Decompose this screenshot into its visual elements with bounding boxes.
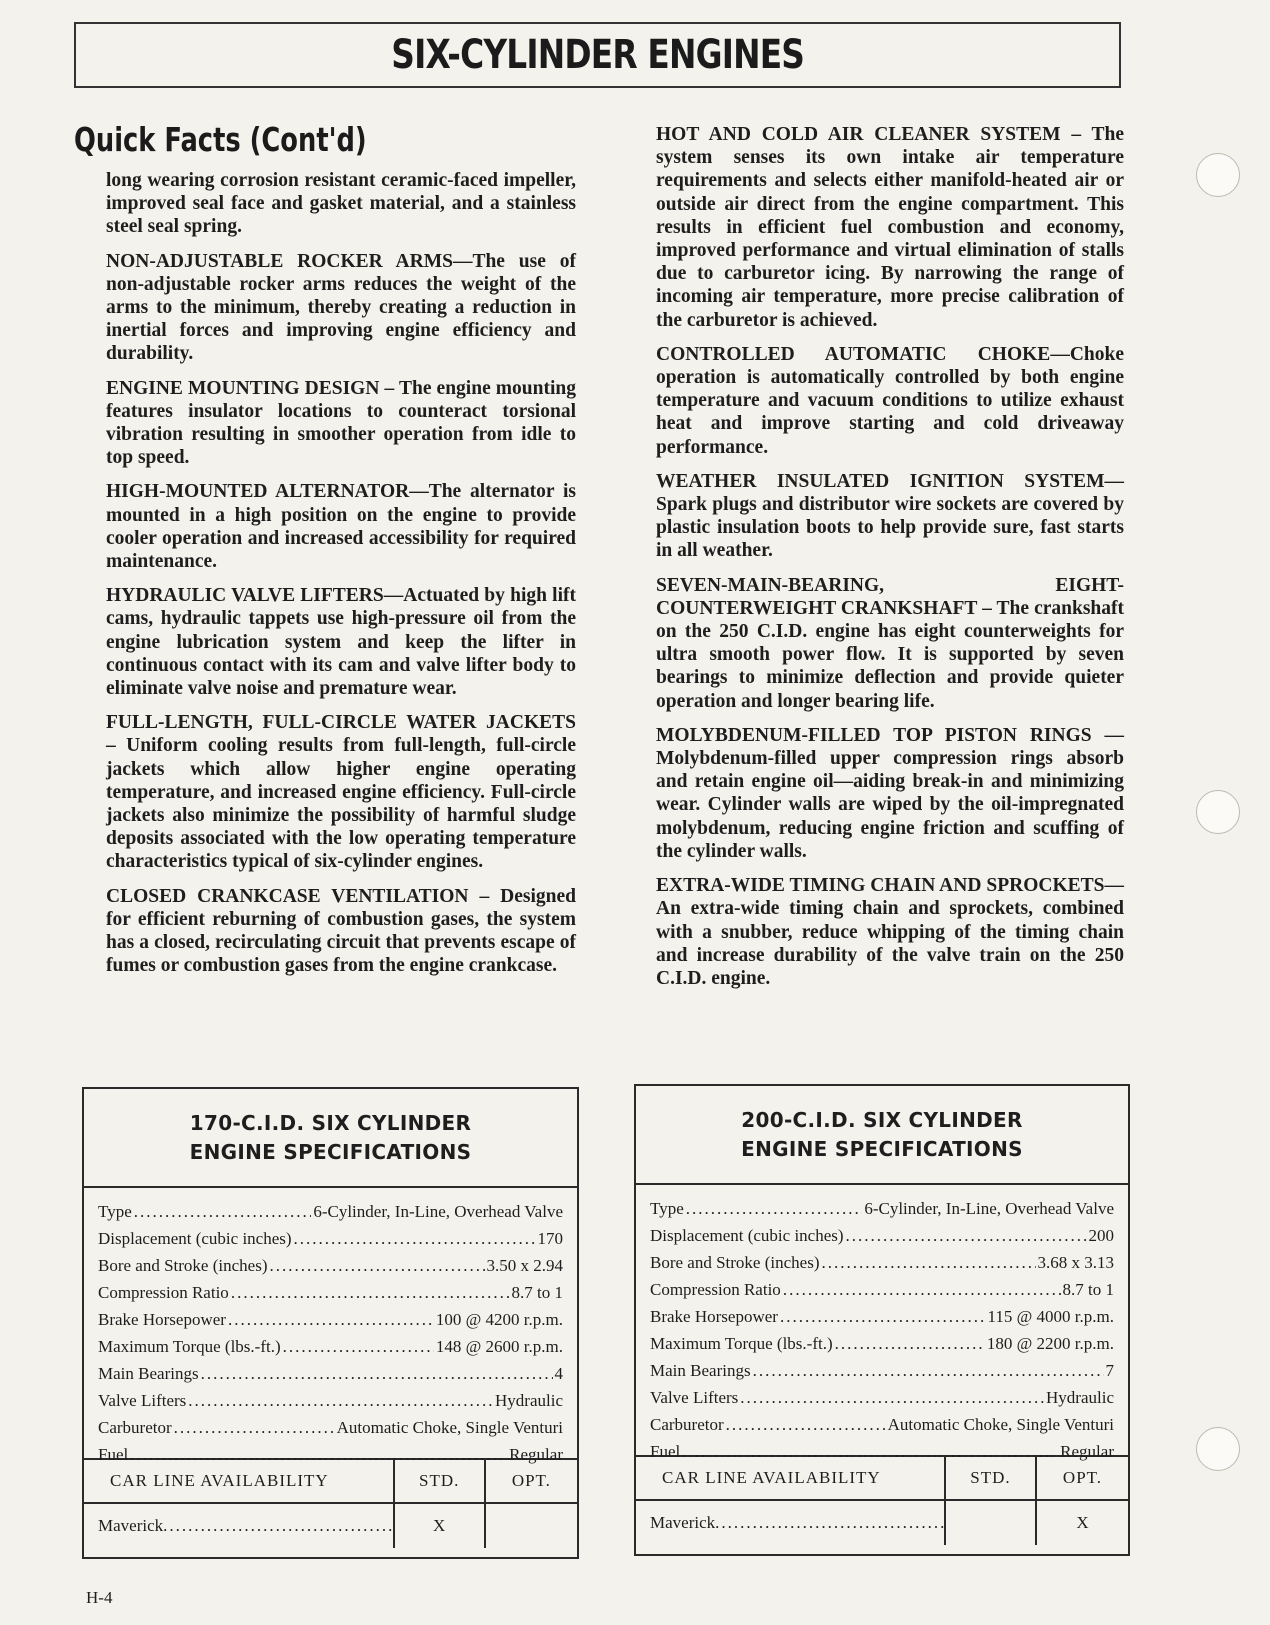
spec-value: Automatic Choke, Single Venturi	[887, 1415, 1114, 1434]
paragraph-body: – The engine mounting features insulator locations to counteract torsional vibration resulting in smoother operation from idle to top speed.	[106, 377, 576, 469]
spec-row	[650, 1303, 1114, 1330]
spec-box-170	[82, 1087, 579, 1559]
spec-row	[650, 1276, 1114, 1303]
spec-row	[98, 1198, 563, 1225]
car-line-cell	[84, 1504, 395, 1548]
right-column	[656, 123, 1124, 1001]
paragraph-body: long wearing corrosion resistant ceramic-faced impeller, improved seal face and gasket material, and a stainless steel seal spring.	[106, 170, 576, 238]
spec-value: 7	[1105, 1361, 1114, 1380]
left-column	[106, 169, 576, 989]
paragraph-heading: FULL-LENGTH, FULL-CIRCLE WATER JACKETS	[106, 712, 576, 734]
title-box	[74, 22, 1121, 88]
paragraph	[106, 169, 576, 239]
spec-value: 115 @ 4000 r.p.m.	[987, 1307, 1114, 1326]
spec-row	[650, 1384, 1114, 1411]
car-line-name: Maverick	[650, 1513, 716, 1532]
paragraph-body: – Uniform cooling results from full-length, full-circle jackets which allow higher engine operating temperature, and increased engine efficiency. Full-circle jackets also minimize the possibility of harmful sludge deposits associated with the low operating temperature characteristics typical of six-cylinder engines.	[106, 735, 576, 873]
paragraph	[656, 470, 1124, 563]
paragraph-heading: NON-ADJUSTABLE ROCKER ARMS	[106, 250, 453, 272]
spec-label: Brake Horsepower	[98, 1310, 226, 1329]
availability-header: CAR LINE AVAILABILITY	[636, 1457, 946, 1501]
spec-title-line1: 170-C.I.D. SIX CYLINDER	[189, 1110, 472, 1135]
spec-value: 6-Cylinder, In-Line, Overhead Valve	[864, 1199, 1114, 1218]
spec-label: Carburetor	[650, 1415, 724, 1434]
paragraph-body: —The alternator is mounted in a high position on the engine to provide cooler operation and increased accessibility for required maintenance.	[106, 481, 576, 573]
spec-label: Main Bearings	[98, 1364, 199, 1383]
spec-label: Maximum Torque (lbs.-ft.)	[650, 1334, 833, 1353]
paragraph	[656, 123, 1124, 332]
spec-label: Bore and Stroke (inches)	[98, 1256, 268, 1275]
spec-row	[650, 1249, 1114, 1276]
binder-hole-icon	[1196, 790, 1240, 834]
paragraph-heading: WEATHER INSULATED IGNITION SYSTEM	[656, 470, 1105, 492]
opt-cell: X	[1076, 1513, 1089, 1532]
spec-label: Bore and Stroke (inches)	[650, 1253, 820, 1272]
spec-title	[84, 1089, 577, 1188]
spec-value: Regular	[1060, 1442, 1114, 1461]
spec-row	[98, 1414, 563, 1441]
paragraph	[656, 343, 1124, 459]
section-heading: Quick Facts (Cont'd)	[74, 120, 367, 159]
paragraph-body: —Actuated by high lift cams, hydraulic tappets use high-pressure oil from the engine lubrication system and keep the lifter in continuous contact with its cam and valve lifter body to eliminate valve noise and premature wear.	[106, 585, 576, 700]
paragraph-heading: MOLYBDENUM-FILLED TOP PISTON RINGS	[656, 724, 1092, 746]
spec-value: 3.68 x 3.13	[1037, 1253, 1114, 1272]
paragraph	[106, 584, 576, 700]
availability-table	[636, 1457, 1128, 1545]
std-cell	[946, 1501, 1037, 1545]
paragraph	[106, 377, 576, 470]
paragraph-body: – Designed for efficient reburning of combustion gases, the system has a closed, recirculating circuit that prevents escape of fumes or combustion gases from the engine crankcase.	[106, 885, 577, 977]
spec-value: 100 @ 4200 r.p.m.	[435, 1310, 563, 1329]
spec-label: Valve Lifters	[650, 1388, 739, 1407]
std-header: STD.	[395, 1460, 486, 1504]
paragraph-body: —Spark plugs and distributor wire sockets are covered by plastic insulation boots to help provide sure, fast starts in all weather.	[656, 470, 1124, 562]
opt-cell	[486, 1504, 577, 1548]
availability-table	[84, 1460, 577, 1548]
spec-value: 200	[1088, 1226, 1114, 1245]
paragraph	[106, 250, 576, 366]
spec-label: Main Bearings	[650, 1361, 751, 1380]
paragraph-body: —An extra-wide timing chain and sprockets, combined with a snubber, reduce whipping of the timing chain and increase durability of the valve train on the 250 C.I.D. engine.	[656, 875, 1124, 989]
spec-row	[98, 1387, 563, 1414]
spec-title-line2: ENGINE SPECIFICATIONS	[189, 1139, 472, 1164]
paragraph-body: – The crankshaft on the 250 C.I.D. engine has eight counterweights for ultra smooth power flow. It is supported by seven bearings to minimize deflection and provide quieter operation and longer bearing life.	[656, 597, 1124, 712]
spec-row	[650, 1357, 1114, 1384]
paragraph-heading: EXTRA-WIDE TIMING CHAIN AND SPROCKETS	[656, 875, 1105, 897]
spec-value: 170	[537, 1229, 563, 1248]
spec-value: 6-Cylinder, In-Line, Overhead Valve	[313, 1202, 563, 1221]
spec-label: Brake Horsepower	[650, 1307, 778, 1326]
spec-value: Hydraulic	[1046, 1388, 1114, 1407]
paragraph-heading: HOT AND COLD AIR CLEANER SYSTEM	[656, 124, 1061, 145]
car-line-cell	[636, 1501, 946, 1545]
opt-header: OPT.	[1037, 1457, 1128, 1501]
spec-box-200	[634, 1084, 1130, 1556]
spec-title-line1: 200-C.I.D. SIX CYLINDER	[741, 1107, 1023, 1132]
spec-value: Automatic Choke, Single Venturi	[336, 1418, 563, 1437]
paragraph-heading: ENGINE MOUNTING DESIGN	[106, 377, 380, 399]
spec-row	[98, 1252, 563, 1279]
spec-label: Carburetor	[98, 1418, 172, 1437]
paragraph-body: —Molybdenum-filled upper compression rings absorb and retain engine oil—aiding break-in and minimizing wear. Cylinder walls are wiped by the oil-impregnated molybdenum, reducing engine friction and scuffing of the cylinder walls.	[656, 724, 1125, 862]
spec-title	[636, 1086, 1128, 1185]
spec-row	[98, 1279, 563, 1306]
spec-row	[650, 1195, 1114, 1222]
opt-header: OPT.	[486, 1460, 577, 1504]
paragraph	[106, 711, 576, 873]
paragraph-heading: SEVEN-MAIN-BEARING, EIGHT-COUNTERWEIGHT CRANKSHAFT	[656, 574, 1124, 619]
spec-label: Valve Lifters	[98, 1391, 187, 1410]
paragraph-heading: CLOSED CRANKCASE VENTILATION	[106, 885, 469, 907]
spec-label: Type	[650, 1199, 684, 1218]
spec-value: 8.7 to 1	[1062, 1280, 1114, 1299]
spec-label: Type	[98, 1202, 132, 1221]
paragraph-body: —Choke operation is automatically controlled by both engine temperature and vacuum conditions to utilize exhaust heat and improve starting and cold driveaway performance.	[656, 343, 1124, 458]
spec-rows	[84, 1188, 577, 1464]
paragraph	[106, 480, 576, 573]
page-title: SIX-CYLINDER ENGINES	[391, 32, 804, 78]
spec-row	[650, 1330, 1114, 1357]
spec-rows	[636, 1185, 1128, 1461]
spec-label: Displacement (cubic inches)	[650, 1226, 844, 1245]
paragraph	[106, 885, 576, 978]
binder-hole-icon	[1196, 153, 1240, 197]
paragraph	[656, 574, 1124, 713]
paragraph-heading: HYDRAULIC VALVE LIFTERS	[106, 585, 384, 607]
spec-title-line2: ENGINE SPECIFICATIONS	[741, 1136, 1023, 1161]
spec-value: 3.50 x 2.94	[486, 1256, 563, 1275]
spec-label: Displacement (cubic inches)	[98, 1229, 292, 1248]
spec-value: 4	[554, 1364, 563, 1383]
car-line-name: Maverick	[98, 1516, 164, 1535]
spec-row	[650, 1411, 1114, 1438]
spec-label: Fuel	[98, 1445, 129, 1464]
std-cell: X	[395, 1504, 486, 1548]
paragraph-body: – The system senses its own intake air temperature requirements and selects either manifold-heated air or outside air direct from the engine compartment. This results in efficient fuel combustion and economy, improved performance and virtual elimination of stalls due to carburetor icing. By narrowing the range of incoming air temperature, more precise calibration of the carburetor is achieved.	[656, 124, 1125, 331]
page-number: H-4	[86, 1588, 113, 1607]
spec-label: Fuel	[650, 1442, 681, 1461]
spec-label: Compression Ratio	[650, 1280, 781, 1299]
spec-label: Maximum Torque (lbs.-ft.)	[98, 1337, 281, 1356]
paragraph-body: —The use of non-adjustable rocker arms reduces the weight of the arms to the minimum, thereby creating a reduction in inertial forces and improving engine efficiency and durability.	[106, 250, 576, 365]
spec-row	[98, 1333, 563, 1360]
spec-value: 8.7 to 1	[511, 1283, 563, 1302]
spec-value: Hydraulic	[495, 1391, 563, 1410]
paragraph	[656, 724, 1124, 863]
paragraph-heading: HIGH-MOUNTED ALTERNATOR	[106, 481, 410, 503]
std-header: STD.	[946, 1457, 1037, 1501]
paragraph	[656, 874, 1124, 990]
availability-header: CAR LINE AVAILABILITY	[84, 1460, 395, 1504]
spec-row	[98, 1306, 563, 1333]
spec-value: 148 @ 2600 r.p.m.	[435, 1337, 563, 1356]
binder-hole-icon	[1196, 1427, 1240, 1471]
spec-value: Regular	[509, 1445, 563, 1464]
spec-row	[98, 1225, 563, 1252]
spec-label: Compression Ratio	[98, 1283, 229, 1302]
spec-row	[98, 1360, 563, 1387]
spec-row	[650, 1222, 1114, 1249]
spec-value: 180 @ 2200 r.p.m.	[986, 1334, 1114, 1353]
paragraph-heading: CONTROLLED AUTOMATIC CHOKE	[656, 343, 1051, 365]
